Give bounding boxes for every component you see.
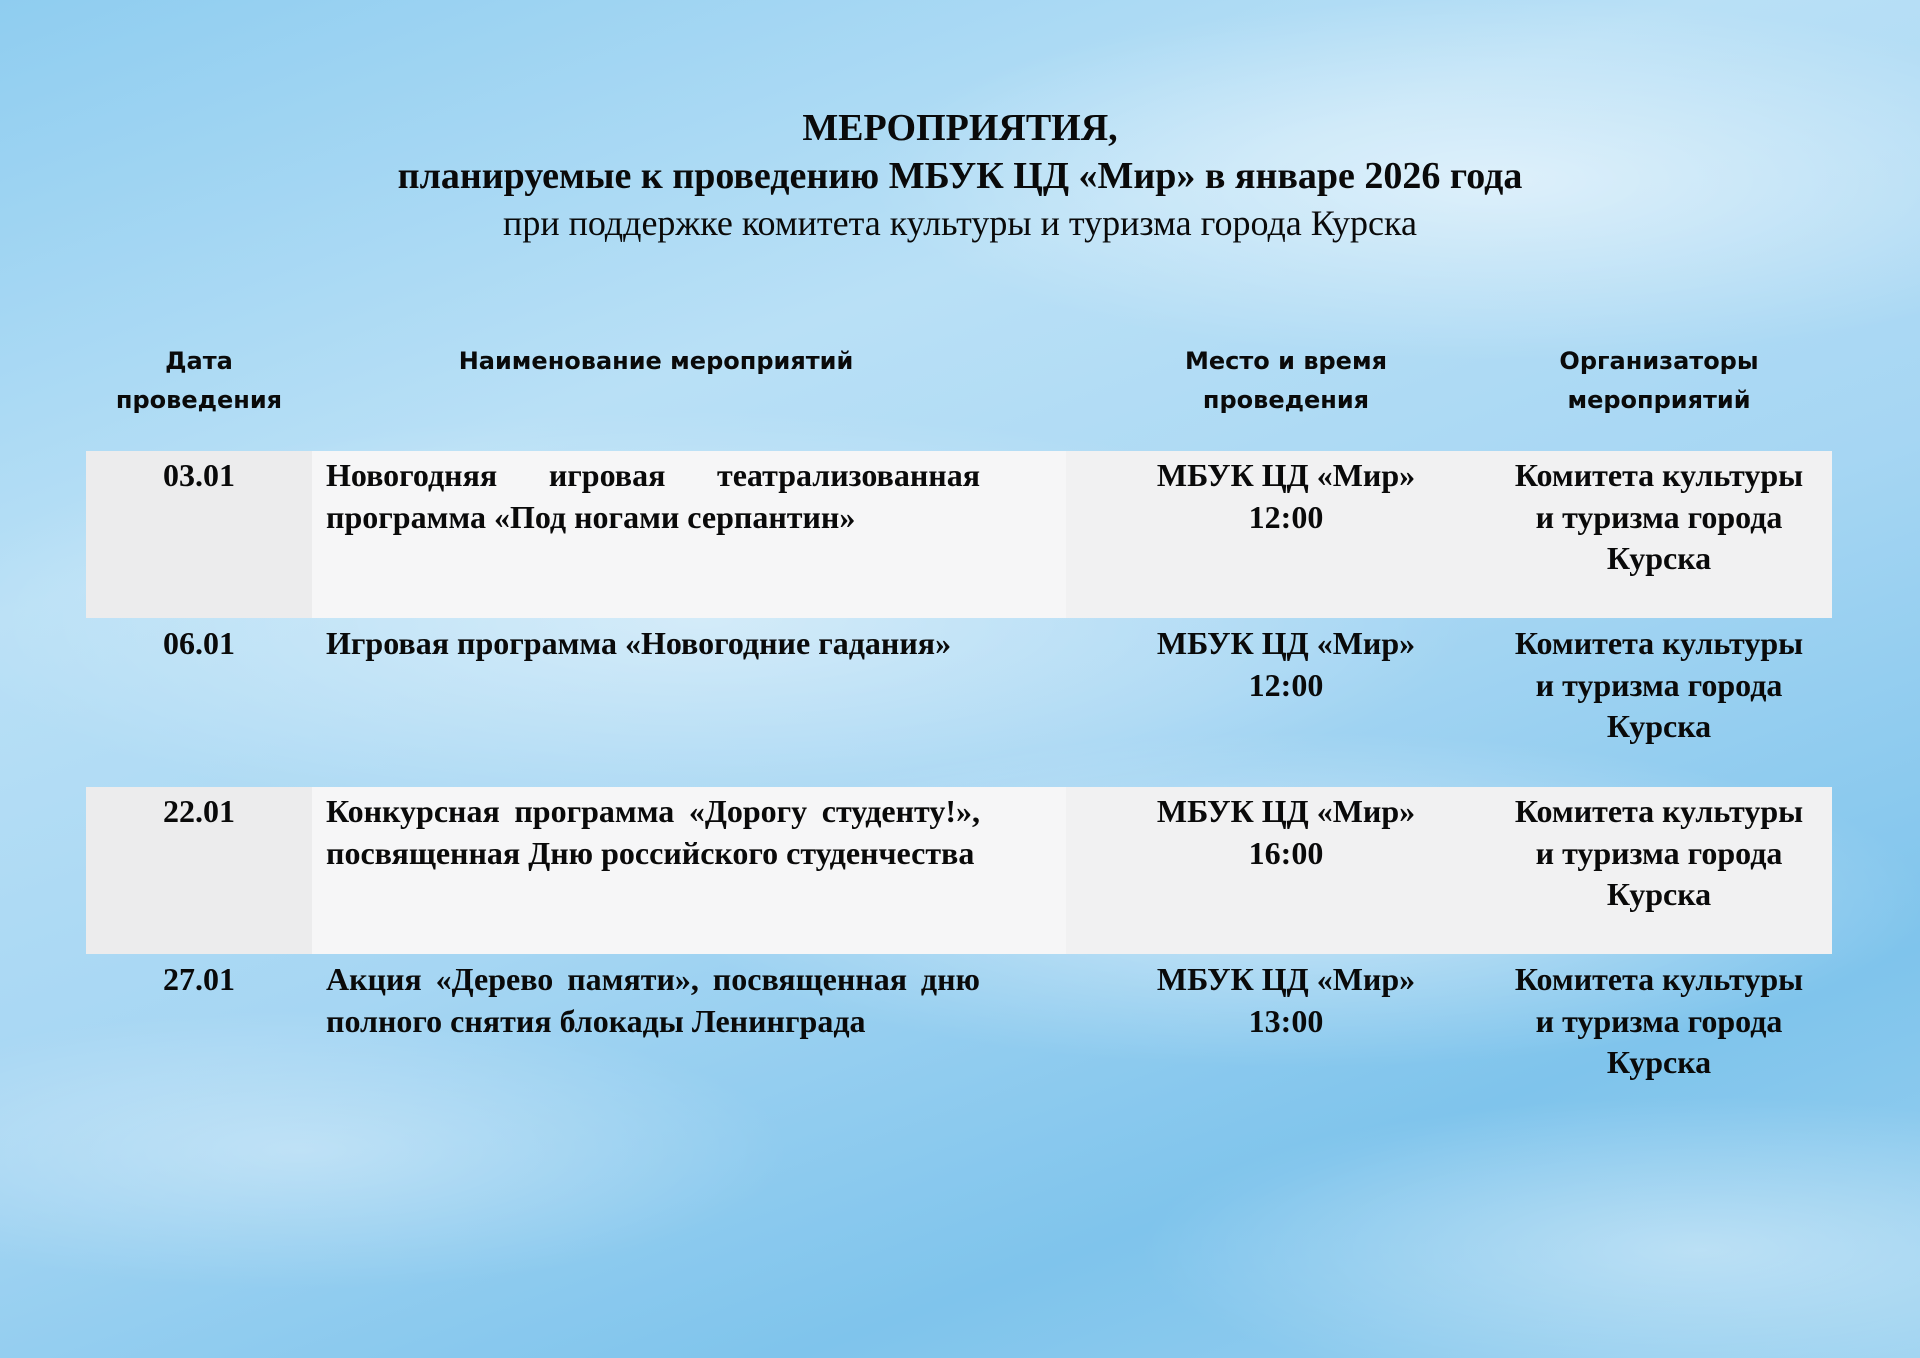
- document-subtitle: планируемые к проведению МБУК ЦД «Мир» в январе 2026 года: [397, 155, 1523, 197]
- column-header-name: Наименование мероприятий: [458, 347, 854, 375]
- event-time: 16:00: [1248, 834, 1324, 871]
- event-organizer: Комитета культуры и туризма города Курска: [1514, 625, 1804, 744]
- event-organizer: Комитета культуры и туризма города Курска: [1514, 961, 1804, 1080]
- document-support-line: при поддержке комитета культуры и туризма города Курска: [503, 203, 1417, 243]
- event-name: Конкурсная программа «Дорогу студенту!», посвященная Дню российского студенчества: [312, 787, 1066, 954]
- table-row: [86, 787, 1832, 954]
- event-time: 12:00: [1248, 666, 1324, 703]
- table-row: [86, 451, 1832, 618]
- event-date: 27.01: [163, 961, 235, 997]
- event-time: 12:00: [1248, 498, 1324, 535]
- event-date: 03.01: [86, 451, 312, 618]
- table-row: [86, 619, 1832, 786]
- column-header-place: Место и время проведения: [1185, 347, 1387, 414]
- event-place: МБУК ЦД «Мир» 12:00: [1086, 619, 1486, 786]
- table-row: [86, 955, 1832, 1122]
- event-date: 22.01: [86, 787, 312, 954]
- column-header-org: Организаторы мероприятий: [1559, 347, 1759, 414]
- event-name: Акция «Дерево памяти», посвященная дню полного снятия блокады Ленинграда: [326, 961, 980, 1039]
- event-time: 13:00: [1248, 1002, 1324, 1039]
- event-name: Игровая программа «Новогодние гадания»: [326, 625, 952, 661]
- event-place: МБУК ЦД «Мир» 16:00: [1086, 787, 1486, 954]
- event-organizer: Комитета культуры и туризма города Курска: [1514, 457, 1804, 576]
- event-place: МБУК ЦД «Мир» 12:00: [1086, 451, 1486, 618]
- event-place: МБУК ЦД «Мир» 13:00: [1086, 955, 1486, 1122]
- document-header: [0, 104, 1920, 246]
- column-header-date: Дата проведения: [115, 347, 283, 414]
- document-title: МЕРОПРИЯТИЯ,: [802, 107, 1118, 149]
- event-date: 06.01: [163, 625, 235, 661]
- event-organizer: Комитета культуры и туризма города Курска: [1514, 793, 1804, 912]
- event-name: Новогодняя игровая театрализованная программа «Под ногами серпантин»: [312, 451, 1066, 618]
